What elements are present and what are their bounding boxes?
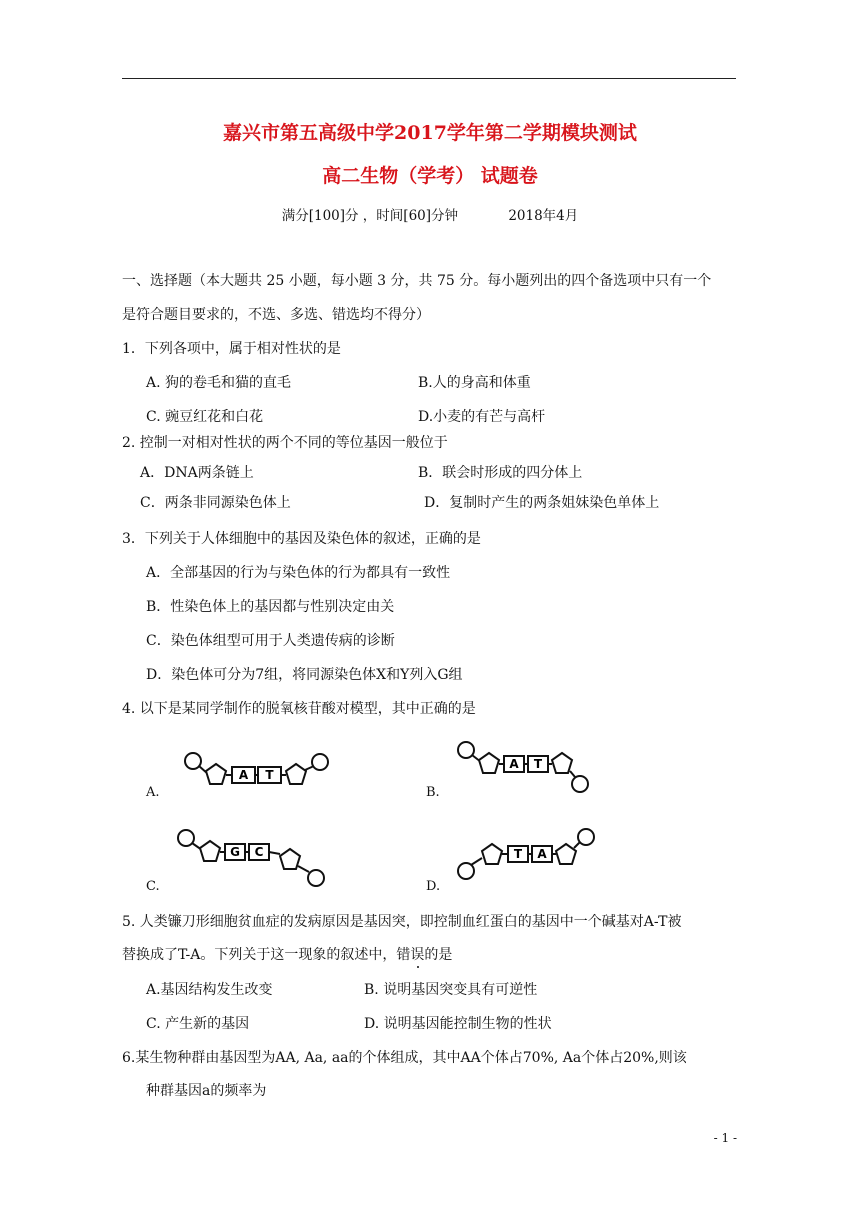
q5-option-d: D. 说明基因能控制生物的性状 (364, 1016, 552, 1032)
q2-option-b: B．联会时形成的四分体上 (418, 465, 583, 481)
q4-a-base1: A (238, 768, 249, 782)
q3-option-c: C．染色体组型可用于人类遗传病的诊断 (146, 633, 395, 649)
section-instruction-1: 一、选择题（本大题共 25 小题，每小题 3 分，共 75 分。每小题列出的四个备选项中只有一个 (122, 273, 712, 289)
q3-option-d: D．染色体可分为7组，将同源染色体X和Y列入G组 (146, 667, 463, 683)
q4-c-base1: G (230, 845, 240, 859)
exam-title: 嘉兴市第五高级中学2017学年第二学期模块测试 (223, 122, 637, 144)
section-instruction-2: 是符合题目要求的，不选、多选、错选均不得分） (122, 307, 430, 323)
q6-stem-1: 6.某生物种群由基因型为AA, Aa, aa的个体组成，其中AA个体占70%, Aa个体占20%,则该 (122, 1050, 687, 1066)
q5-stem-2-pre: 替换成了T-A。下列关于这一现象的叙述中， (122, 947, 397, 963)
q2-option-a: A．DNA两条链上 (140, 465, 254, 481)
q4-d-base2: A (537, 847, 547, 861)
q2-option-d: D．复制时产生的两条姐妹染色单体上 (424, 495, 660, 511)
q5-emphasis-1: 错 (396, 947, 411, 963)
q5-emphasis-2: 误 (410, 947, 425, 963)
q1-option-b: B.人的身高和体重 (418, 375, 531, 391)
q5-option-b: B. 说明基因突变具有可逆性 (364, 982, 538, 998)
q3-option-b: B．性染色体上的基因都与性别决定由关 (146, 599, 395, 615)
q2-stem: 2. 控制一对相对性状的两个不同的等位基因一般位于 (122, 435, 448, 451)
q5-stem-2-post: 的是 (424, 947, 453, 963)
q4-a-base2: T (265, 768, 274, 782)
exam-date: 2018年4月 (508, 208, 579, 224)
page-number: - 1 - (713, 1131, 737, 1145)
exam-score-time: 满分[100]分 ，时间[60]分钟 (281, 208, 459, 224)
q4-model-c (172, 826, 332, 890)
header-rule (122, 78, 736, 79)
q4-model-b (454, 738, 594, 796)
q4-model-a (178, 748, 338, 796)
q4-model-d (452, 826, 602, 886)
q3-option-a: A．全部基因的行为与染色体的行为都具有一致性 (146, 565, 451, 581)
q4-stem: 4. 以下是某同学制作的脱氧核苷酸对模型，其中正确的是 (122, 701, 476, 717)
q1-stem: 1．下列各项中，属于相对性状的是 (122, 341, 341, 357)
q3-stem: 3．下列关于人体细胞中的基因及染色体的叙述，正确的是 (122, 531, 481, 547)
q1-option-a: A. 狗的卷毛和猫的直毛 (146, 375, 292, 391)
exam-subtitle: 高二生物（学考） 试题卷 (322, 165, 538, 187)
q1-option-d: D.小麦的有芒与高杆 (418, 409, 546, 425)
q5-stem-1: 5. 人类镰刀形细胞贫血症的发病原因是基因突，即控制血红蛋白的基因中一个碱基对A-T被 (122, 914, 682, 930)
q1-option-c: C. 豌豆红花和白花 (146, 409, 264, 425)
q4-label-c: C. (146, 879, 160, 894)
q4-b-base2: T (533, 757, 543, 771)
q5-option-c: C. 产生新的基因 (146, 1016, 250, 1032)
q4-b-base1: A (509, 757, 519, 771)
q4-d-base1: T (513, 847, 523, 861)
q5-option-a: A.基因结构发生改变 (146, 982, 273, 998)
exam-meta (0, 204, 860, 224)
q4-label-a: A. (146, 785, 160, 800)
q6-stem-2: 种群基因a的频率为 (146, 1083, 267, 1099)
q4-c-base2: C (254, 845, 264, 859)
q4-label-d: D. (426, 879, 441, 894)
q4-label-b: B. (426, 785, 440, 800)
q5-stem-2 (122, 944, 452, 964)
q2-option-c: C．两条非同源染色体上 (140, 495, 291, 511)
